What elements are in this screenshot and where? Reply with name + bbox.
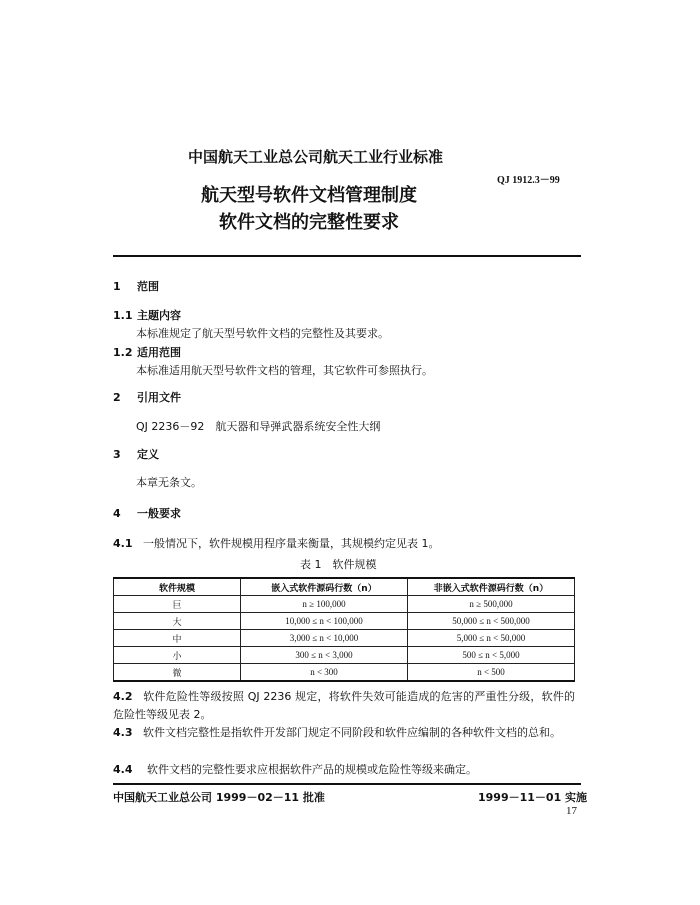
section-2-heading [113,389,181,405]
table-cell: 10,000 ≤ n < 100,000 [241,613,408,630]
standard-code: QJ 1912.3－99 [497,175,560,186]
section-number: 4.1 [113,537,133,550]
footer-divider [113,783,581,785]
section-4-4-paragraph [113,761,575,779]
issuing-organization: 中国航天工业总公司航天工业行业标准 [188,148,444,166]
section-title: 适用范围 [137,346,181,359]
software-scale-table [113,577,575,682]
table-header-row [114,578,575,596]
section-title: 一般要求 [137,507,181,520]
section-text: 软件危险性等级按照 QJ 2236 规定，将软件失效可能造成的危害的严重性分级，软件的危险性等级见表 2。 [113,690,575,721]
page-number: 17 [566,805,577,817]
table-cell: 巨 [114,596,241,613]
section-1-heading [113,278,159,294]
section-title: 范围 [137,280,159,293]
table-cell: 微 [114,664,241,682]
column-header: 嵌入式软件源码行数（n） [241,578,408,596]
column-header: 非嵌入式软件源码行数（n） [408,578,575,596]
header-divider [113,255,581,257]
table-cell: 5,000 ≤ n < 50,000 [408,630,575,647]
table-row [114,596,575,613]
section-title: 引用文件 [137,391,181,404]
table-cell: 50,000 ≤ n < 500,000 [408,613,575,630]
table-cell: 3,000 ≤ n < 10,000 [241,630,408,647]
table-cell: n ≥ 500,000 [408,596,575,613]
table-row [114,647,575,664]
section-1-1-text: 本标准规定了航天型号软件文档的完整性及其要求。 [136,327,389,340]
implementation-date: 1999－11－01 实施 [478,791,588,804]
document-title-line2: 软件文档的完整性要求 [219,212,399,233]
table-cell: n < 300 [241,664,408,682]
section-number: 1.1 [113,309,133,322]
section-4-3-paragraph [113,724,575,742]
section-number: 2 [113,391,121,404]
table-cell: n ≥ 100,000 [241,596,408,613]
column-header: 软件规模 [114,578,241,596]
document-title-line1: 航天型号软件文档管理制度 [201,185,417,206]
section-4-2-paragraph [113,688,575,724]
section-number: 4 [113,507,121,520]
section-3-text: 本章无条文。 [136,476,202,489]
table-row [114,664,575,682]
section-3-heading [113,446,159,462]
section-text: 软件文档的完整性要求应根据软件产品的规模或危险性等级来确定。 [147,763,477,776]
approval-date: 中国航天工业总公司 1999－02－11 批准 [113,791,325,804]
table-row [114,630,575,647]
referenced-document: QJ 2236－92 航天器和导弹武器系统安全性大纲 [136,420,381,433]
section-title: 主题内容 [137,309,181,322]
table-cell: 中 [114,630,241,647]
section-number: 4.2 [113,690,133,703]
section-1-2-heading [113,344,181,360]
table-cell: 小 [114,647,241,664]
section-number: 4.3 [113,726,133,739]
section-title: 定义 [137,448,159,461]
section-number: 1 [113,280,121,293]
section-number: 1.2 [113,346,133,359]
table-cell: 大 [114,613,241,630]
table-1-caption: 表 1 软件规模 [300,558,377,571]
section-text: 一般情况下，软件规模用程序量来衡量，其规模约定见表 1。 [143,537,440,550]
section-1-1-heading [113,307,181,323]
table-cell: 500 ≤ n < 5,000 [408,647,575,664]
section-number: 3 [113,448,121,461]
table-cell: n < 500 [408,664,575,682]
section-1-2-text: 本标准适用航天型号软件文档的管理，其它软件可参照执行。 [136,364,433,377]
section-4-heading [113,505,181,521]
section-text: 软件文档完整性是指软件开发部门规定不同阶段和软件应编制的各种软件文档的总和。 [143,726,561,739]
table-row [114,613,575,630]
table-cell: 300 ≤ n < 3,000 [241,647,408,664]
section-4-1-paragraph [113,535,440,551]
section-number: 4.4 [113,763,133,776]
